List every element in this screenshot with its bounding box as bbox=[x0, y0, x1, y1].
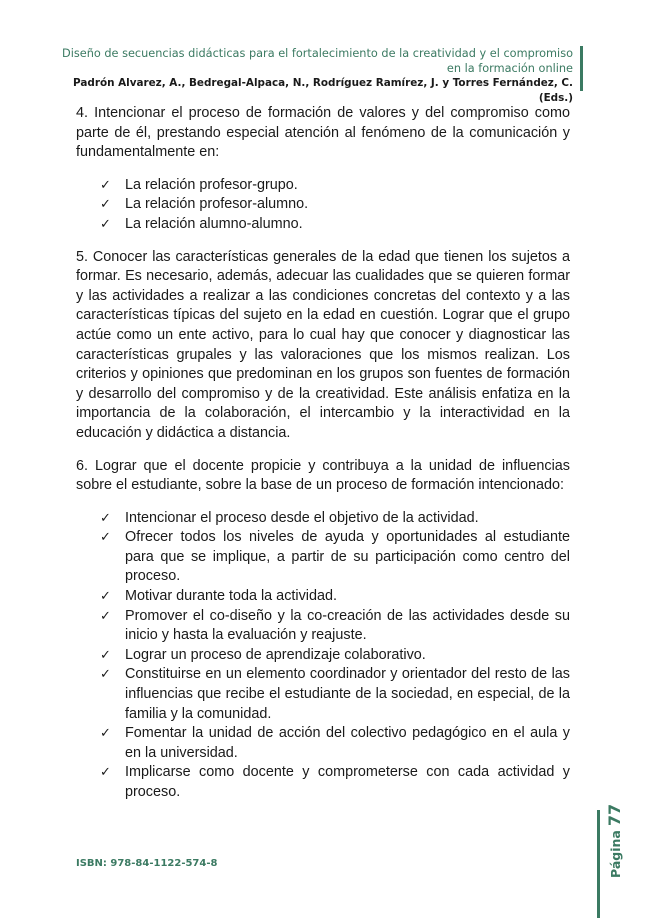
checkmark-icon: ✓ bbox=[100, 647, 111, 663]
list-item: ✓ Intencionar el proceso desde el objetivo de la actividad. bbox=[76, 509, 570, 529]
checkmark-icon: ✓ bbox=[100, 608, 111, 624]
list-item: ✓ Implicarse como docente y comprometerse con cada actividad y proceso. bbox=[100, 764, 570, 800]
page-number-label bbox=[605, 804, 624, 878]
list-item: ✓ Ofrecer todos los niveles de ayuda y oportunidades al estudiante para que se implique, a partir de su participación como centro del proceso. bbox=[100, 529, 570, 585]
checkmark-icon: ✓ bbox=[100, 177, 111, 193]
list-item: ✓ Motivar durante toda la actividad. bbox=[76, 587, 570, 607]
list-item: ✓ La relación profesor-alumno. bbox=[76, 195, 570, 215]
checkmark-icon: ✓ bbox=[100, 589, 111, 605]
header-accent-bar bbox=[580, 46, 583, 91]
checkmark-icon: ✓ bbox=[100, 765, 111, 781]
paragraph-4: 4. Intencionar el proceso de formación de valores y del compromiso como parte de él, prestando especial atención al fenómeno de la comunicación y fundamentalmente en: bbox=[76, 105, 570, 161]
checkmark-icon: ✓ bbox=[100, 667, 111, 683]
paragraph-6: 6. Lograr que el docente propicie y contribuya a la unidad de influencias sobre el estudiante, sobre la base de un proceso de formación intencionado: bbox=[76, 457, 570, 494]
isbn: ISBN: 978-84-1122-574-8 bbox=[76, 858, 218, 869]
page-number: 77 bbox=[605, 803, 624, 827]
page-word: Página bbox=[608, 830, 623, 878]
checkmark-icon: ✓ bbox=[100, 510, 111, 526]
book-editors: Padrón Alvarez, A., Bedregal-Alpaca, N., Rodríguez Ramírez, J. y Torres Fernández, C. (Eds.) bbox=[73, 77, 573, 104]
paragraph-5: 5. Conocer las características generales de la edad que tienen los sujetos a formar. Es necesario, además, adecuar las cualidades que se quieren formar y las actividades a realizar a las condiciones concretas del contexto y a las características típicas del sujeto en la edad en cuestión. Lograr que el grupo actúe como un ente activo, para lo cual hay que conocer y diagnosticar las características grupales y las valoraciones que los mismos realizan. Los criterios y opiniones que predominan en los grupos son fuentes de formación y desarrollo del compromiso y de la creatividad. Este análisis enfatiza en la importancia de la colaboración, el intercambio y la interactividad en la educación y didáctica a distancia. bbox=[76, 248, 570, 441]
checkmark-icon: ✓ bbox=[100, 216, 111, 232]
checklist-4 bbox=[76, 176, 570, 235]
list-item: ✓ Lograr un proceso de aprendizaje colaborativo. bbox=[76, 646, 570, 666]
checkmark-icon: ✓ bbox=[100, 530, 111, 546]
page-accent-bar bbox=[597, 810, 600, 918]
list-item: ✓ La relación alumno-alumno. bbox=[76, 215, 570, 235]
checkmark-icon: ✓ bbox=[100, 726, 111, 742]
book-title: Diseño de secuencias didácticas para el fortalecimiento de la creatividad y el compromiso en la formación online bbox=[62, 47, 573, 75]
checklist-6 bbox=[76, 509, 570, 803]
list-item: ✓ Fomentar la unidad de acción del colectivo pedagógico en el aula y en la universidad. bbox=[100, 725, 570, 761]
checkmark-icon: ✓ bbox=[100, 197, 111, 213]
list-item: ✓ Promover el co-diseño y la co-creación de las actividades desde su inicio y hasta la evaluación y reajuste. bbox=[100, 607, 570, 644]
list-item: ✓ Constituirse en un elemento coordinador y orientador del resto de las influencias que recibe el estudiante de la sociedad, en especial, de la familia y la comunidad. bbox=[100, 666, 570, 722]
list-item: ✓ La relación profesor-grupo. bbox=[76, 176, 570, 196]
running-header bbox=[60, 46, 573, 106]
page-body bbox=[76, 104, 570, 803]
